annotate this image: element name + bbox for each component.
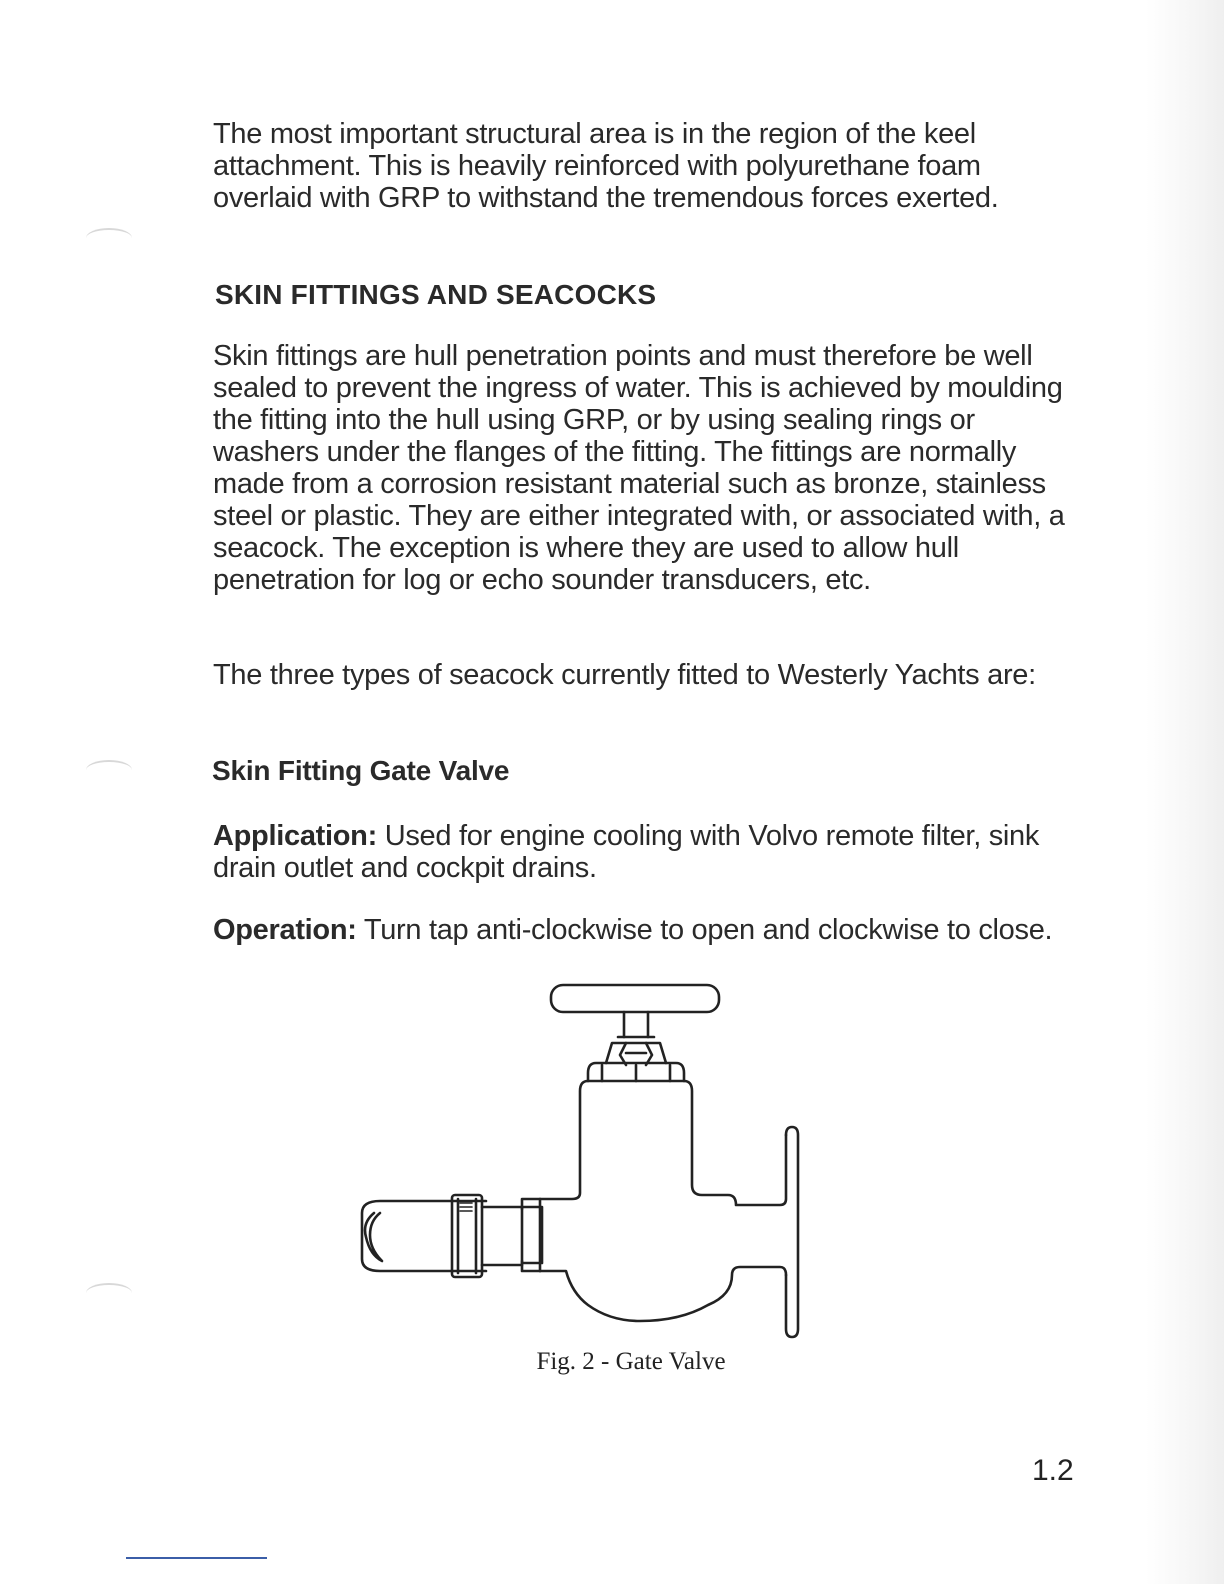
valve-body — [540, 1081, 588, 1199]
gate-valve-diagram — [340, 975, 820, 1345]
application-text: Used for engine cooling with Volvo remote filter, sink drain outlet and cockpit drains. — [213, 820, 1040, 884]
operation-text: Turn tap anti-clockwise to open and clockwise to close. — [356, 914, 1053, 946]
binder-hole-mark — [86, 228, 132, 248]
figure-caption: Fig. 2 - Gate Valve — [536, 1348, 726, 1375]
skin-fitting-flange — [786, 1127, 798, 1337]
hose-spigot — [522, 1199, 540, 1271]
operation-label: Operation: — [213, 914, 357, 946]
valve-stem — [624, 1012, 648, 1037]
binder-hole-mark — [86, 1283, 132, 1303]
keel-paragraph: The most important structural area is in the region of the keel attachment. This is heavily reinforced with polyurethane foam overlaid with GRP to withstand the tremendous forces exerted. — [213, 118, 999, 214]
application-label: Application: — [213, 820, 377, 852]
operation-paragraph — [213, 914, 1073, 946]
section-heading: SKIN FITTINGS AND SEACOCKS — [215, 279, 657, 310]
footer-rule — [126, 1557, 267, 1559]
page-edge-shadow — [1146, 0, 1224, 1584]
binder-hole-mark — [86, 760, 132, 780]
skin-fittings-paragraph: Skin fittings are hull penetration points and must therefore be well sealed to prevent the ingress of water. This is achieved by moulding the fitting into the hull using GRP, or by using sealing rings or washers under the flanges of the fitting. The fittings are normally made from a corrosion resistant material such as bronze, stainless steel or plastic. They are either integrated with, or associated with, a seacock. The exception is where they are used to allow hull penetration for log or echo sounder transducers, etc. — [213, 340, 1065, 596]
valve-handle — [551, 985, 719, 1012]
gate-valve-heading: Skin Fitting Gate Valve — [212, 755, 510, 786]
page-number: 1.2 — [1032, 1454, 1074, 1487]
seacock-types-paragraph: The three types of seacock currently fitted to Westerly Yachts are: — [213, 659, 1036, 691]
application-paragraph — [213, 820, 1073, 884]
